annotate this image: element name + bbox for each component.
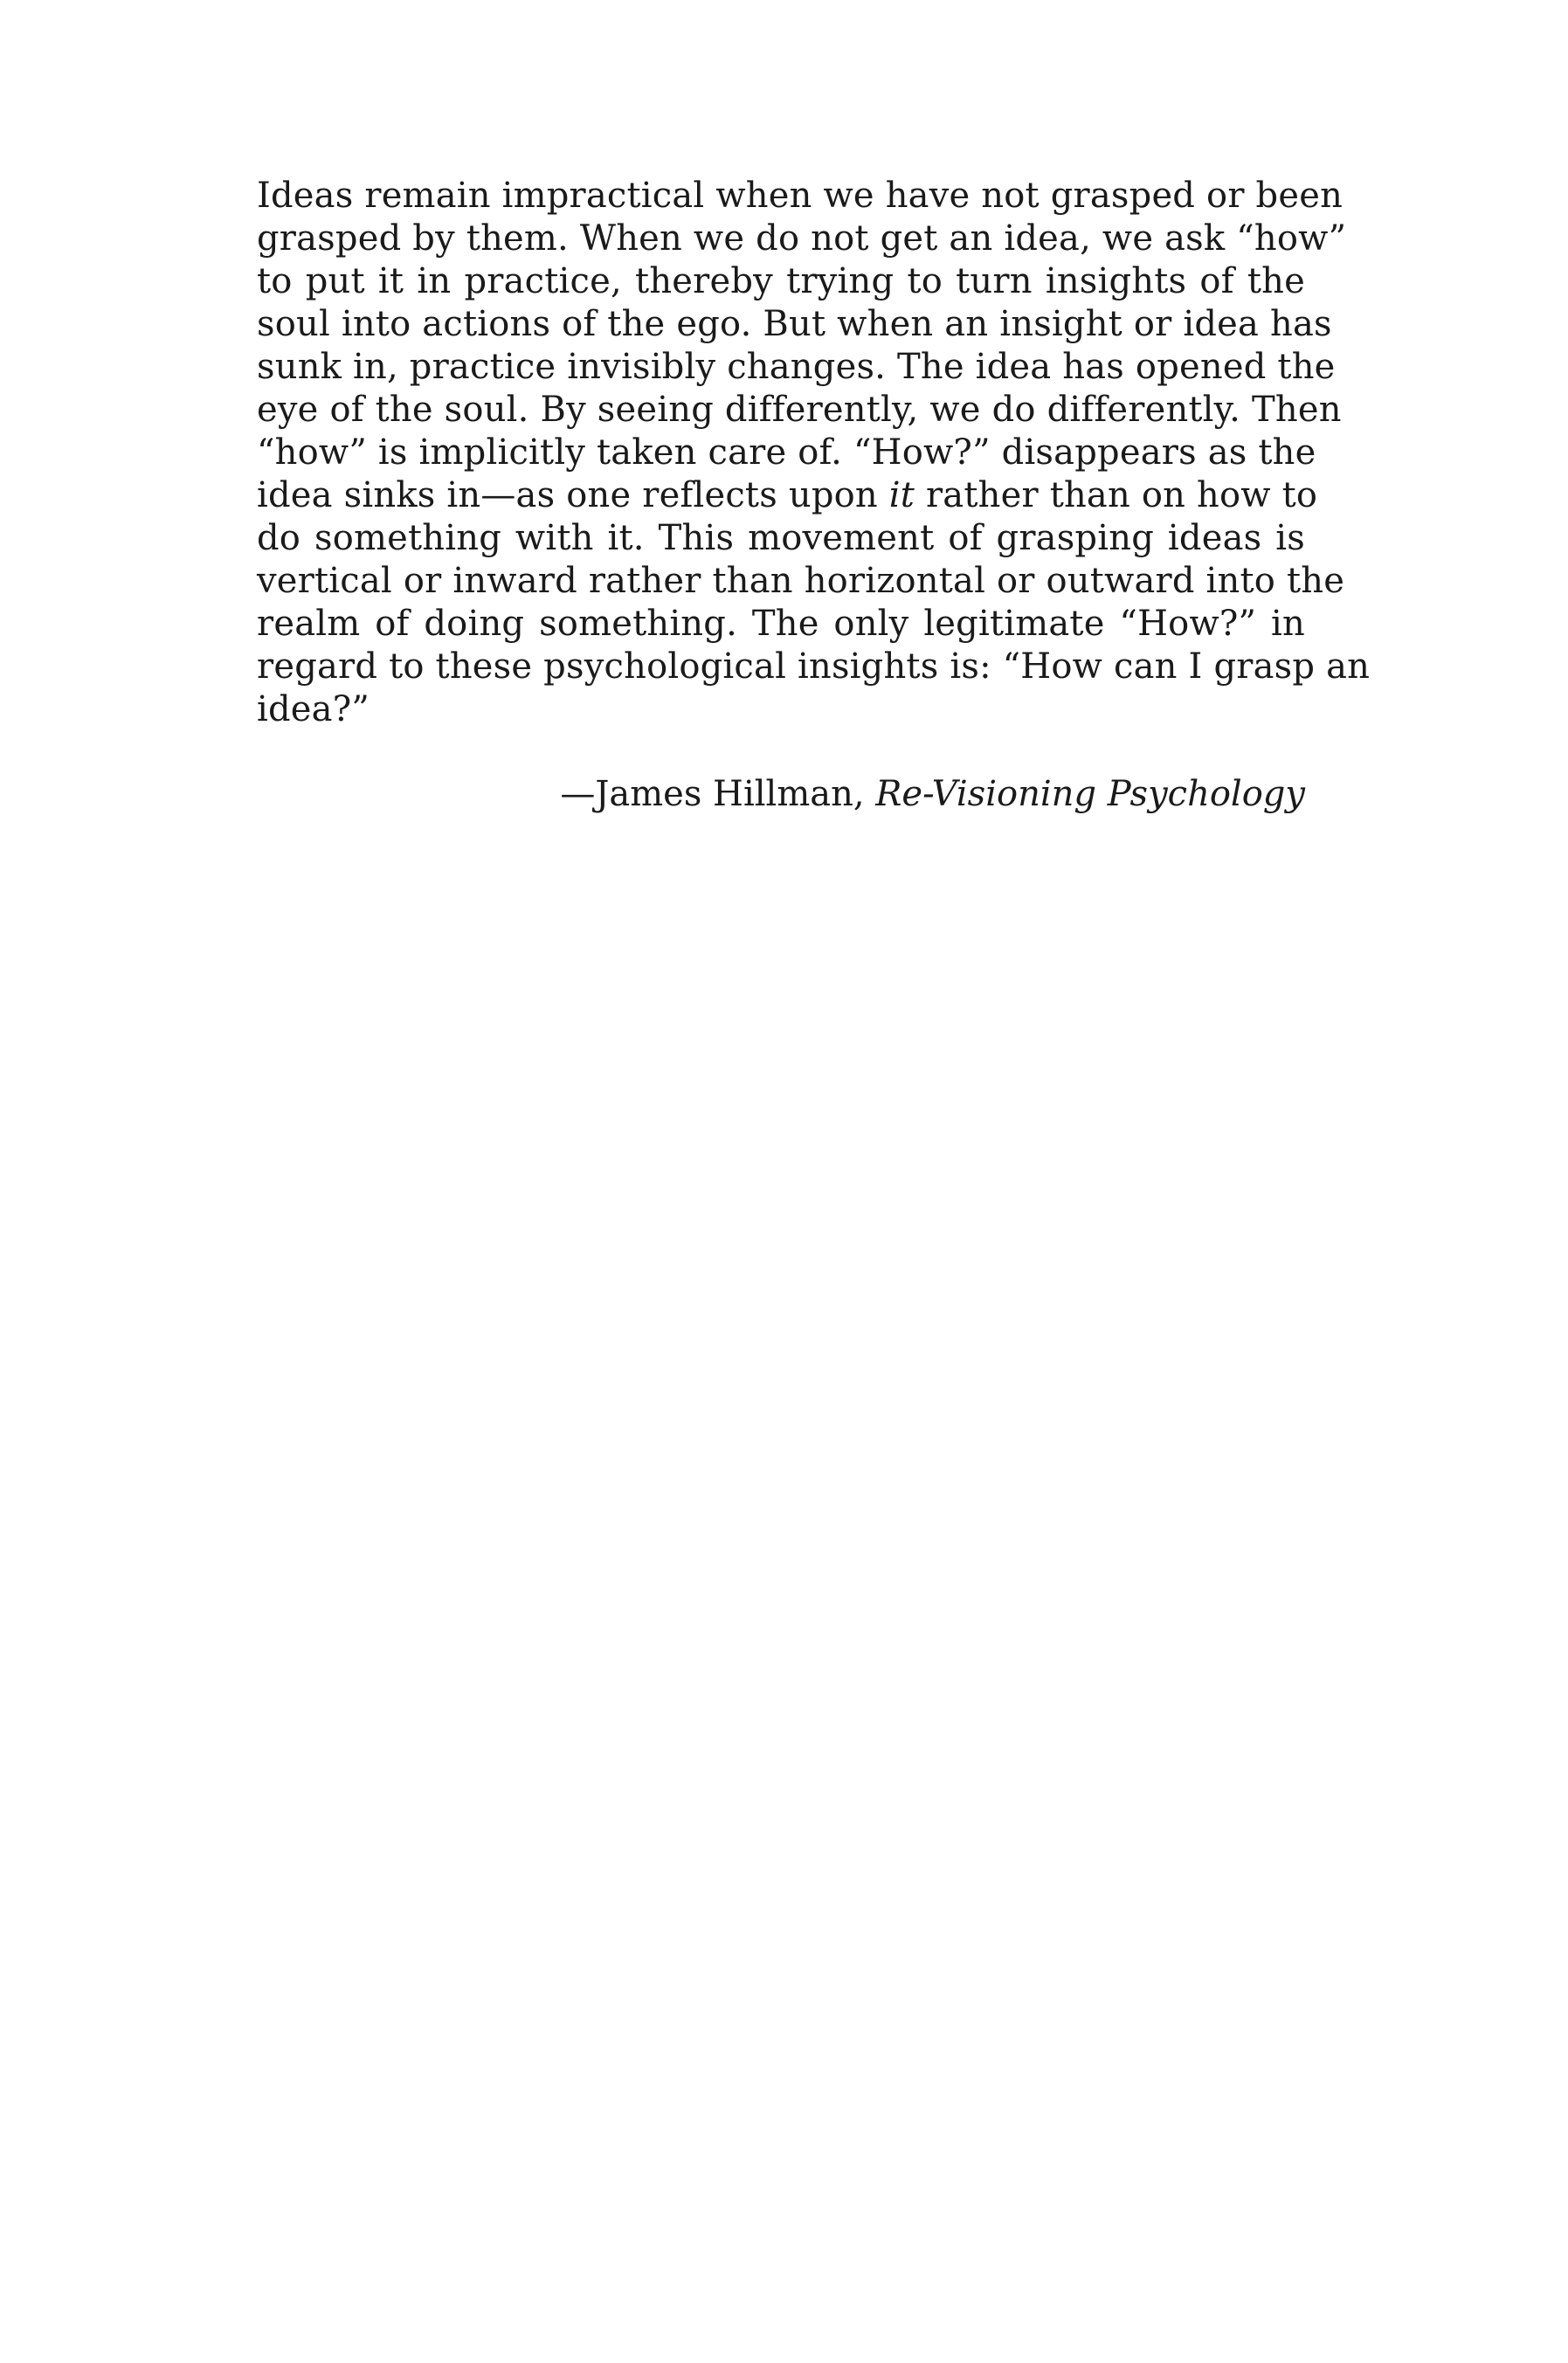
quote-line: vertical or inward rather than horizontal or outward into the xyxy=(257,561,1345,601)
attribution xyxy=(257,773,1305,816)
quote-segment: rather than on how to xyxy=(915,475,1318,515)
attribution-author: —James Hillman, xyxy=(560,774,876,814)
quote-line: regard to these psychological insights is: “How can I grasp an xyxy=(257,646,1371,687)
quote-line: “how” is implicitly taken care of. “How?” disappears as the xyxy=(257,432,1316,473)
quote-emphasis: it xyxy=(888,475,915,515)
quote-line: realm of doing something. The only legitimate “How?” in xyxy=(257,604,1305,644)
quote-line xyxy=(257,474,1318,517)
quote-line: grasped by them. When we do not get an idea, we ask “how” xyxy=(257,218,1347,259)
quote-line: to put it in practice, thereby trying to turn insights of the xyxy=(257,261,1305,301)
epigraph-quote xyxy=(257,175,1371,731)
quote-segment: idea sinks in—as one reflects upon xyxy=(257,475,889,515)
quote-line: Ideas remain impractical when we have not grasped or been xyxy=(257,176,1344,216)
quote-line: idea?” xyxy=(257,689,370,729)
quote-line: do something with it. This movement of grasping ideas is xyxy=(257,518,1305,558)
quote-line: eye of the soul. By seeing differently, we do differently. Then xyxy=(257,390,1342,430)
quote-line: sunk in, practice invisibly changes. The idea has opened the xyxy=(257,347,1336,387)
attribution-book-title: Re-Visioning Psychology xyxy=(875,774,1305,814)
quote-line: soul into actions of the ego. But when an insight or idea has xyxy=(257,304,1332,344)
